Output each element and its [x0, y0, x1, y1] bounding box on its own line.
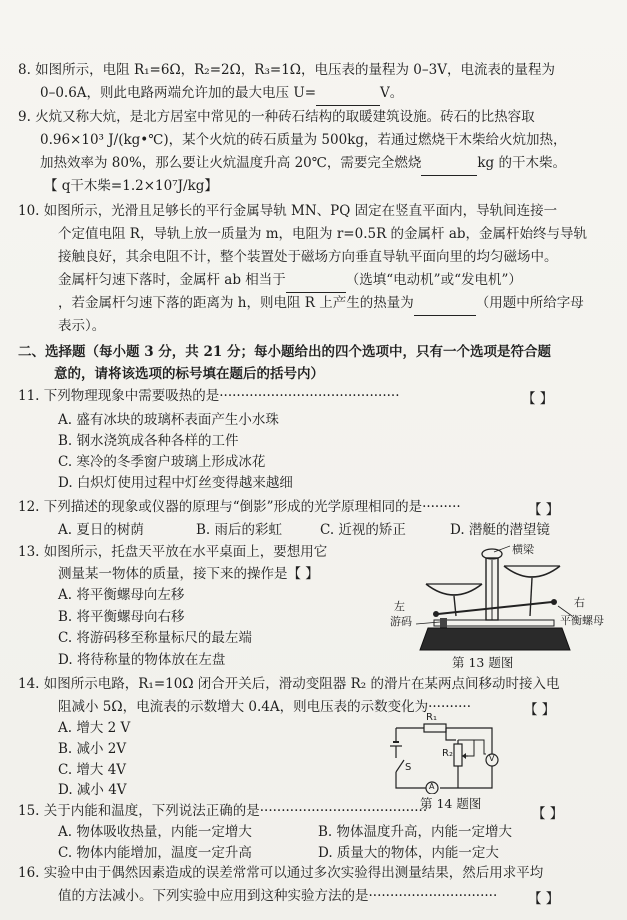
circuit-s-label: S [405, 762, 412, 773]
q8-answer-blank[interactable] [316, 82, 380, 106]
q11-option-b[interactable]: B. 钢水浇筑成各种各样的工件 [58, 433, 239, 449]
q11-option-a[interactable]: A. 盛有冰块的玻璃杯表面产生小水珠 [58, 412, 279, 428]
q9-given-value: 【 q干木柴=1.2×10⁷J/kg】 [44, 178, 218, 194]
q12-option-b[interactable]: B. 雨后的彩虹 [196, 522, 283, 538]
q10-blank1[interactable] [286, 269, 346, 293]
q10-line5-text: ，若金属杆匀速下落的距离为 h，则电阻 R 上产生的热量为 [58, 295, 414, 311]
q11-stem: 11. 下列物理现象中需要吸热的是·········································· [18, 388, 400, 404]
q10-line5-tail: （用题中所给字母 [475, 295, 584, 311]
q9-line1: 9. 火炕又称大炕，是北方居室中常见的一种砖石结构的取暖建筑设施。砖石的比热容取 [18, 109, 535, 125]
circuit-ammeter-label: A [429, 782, 435, 791]
q13-option-c[interactable]: C. 将游码移至称量标尺的最左端 [58, 630, 252, 646]
circuit-r1-label: R₁ [426, 712, 437, 723]
q14-option-d[interactable]: D. 减小 4V [58, 782, 127, 798]
q15-option-b[interactable]: B. 物体温度升高，内能一定增大 [318, 824, 513, 840]
q14-answer-bracket[interactable]: 【 】 [524, 702, 556, 718]
q14-option-c[interactable]: C. 增大 4V [58, 762, 127, 778]
q10-line3: 接触良好，其余电阻不计，整个装置处于磁场方向垂直导轨平面向里的均匀磁场中。 [58, 249, 558, 265]
q12-stem: 12. 下列描述的现象或仪器的原理与“倒影”形成的光学原理相同的是········· [18, 499, 461, 515]
q12-option-c[interactable]: C. 近视的矫正 [320, 522, 406, 538]
q10-line5 [58, 292, 584, 316]
q11-option-c[interactable]: C. 寒冷的冬季窗户玻璃上形成冰花 [58, 454, 266, 470]
q8-unit: V。 [380, 85, 404, 101]
q15-stem: 15. 关于内能和温度，下列说法正确的是······································· [18, 803, 428, 819]
q8-line2-text: 0–0.6A，则此电路两端允许加的最大电压 U= [40, 85, 317, 101]
q14-option-a[interactable]: A. 增大 2 V [58, 720, 131, 736]
q16-line2: 值的方法减小。下列实验中应用到这种实验方法的是······························ [58, 888, 498, 904]
q12-option-a[interactable]: A. 夏日的树荫 [58, 522, 144, 538]
q14-line1: 14. 如图所示电路，R₁=10Ω 闭合开关后，滑动变阻器 R₂ 的滑片在某两点间移动时接入电 [18, 676, 560, 692]
q9-line3 [40, 152, 566, 176]
balance-beam-label: 横梁 [512, 543, 534, 556]
q8-line1: 8. 如图所示，电阻 R₁=6Ω，R₂=2Ω，R₃=1Ω，电压表的量程为 0–3V，电流表的量程为 [18, 62, 555, 78]
q9-line3-text: 加热效率为 80%，那么要让火炕温度升高 20℃，需要完全燃烧 [40, 155, 422, 171]
section2-heading-line1: 二、选择题（每小题 3 分，共 21 分；每小题给出的四个选项中，只有一个选项是符合题 [18, 344, 551, 360]
balance-figure [376, 536, 606, 654]
q13-line1: 13. 如图所示，托盘天平放在水平桌面上，要想用它 [18, 544, 328, 560]
q8-line2 [40, 82, 403, 106]
balance-right-label: 右 [574, 596, 585, 609]
q10-line6: 表示）。 [58, 318, 106, 334]
q9-line2: 0.96×10³ J/(kg•℃)，某个火炕的砖石质量为 500kg，若通过燃烧干木柴给火炕加热， [40, 132, 567, 148]
q11-option-d[interactable]: D. 白炽灯使用过程中灯丝变得越来越细 [58, 475, 293, 491]
q12-answer-bracket[interactable]: 【 】 [528, 502, 560, 518]
q9-unit: kg 的干木柴。 [477, 155, 566, 171]
q10-line1: 10. 如图所示，光滑且足够长的平行金属导轨 MN、PQ 固定在竖直平面内，导轨间连接一 [18, 203, 558, 219]
balance-rider-label: 游码 [390, 615, 412, 628]
circuit-r2-label: R₂ [442, 748, 453, 759]
q10-blank2[interactable] [414, 292, 476, 316]
q10-line4-tail: （选填“电动机”或“发电机”） [345, 272, 522, 288]
q13-option-b[interactable]: B. 将平衡螺母向右移 [58, 609, 185, 625]
q14-line2: 阻减小 5Ω，电流表的示数增大 0.4A，则电压表的示数变化为·········· [58, 699, 471, 715]
balance-nut-label: 平衡螺母 [560, 614, 604, 627]
q15-option-a[interactable]: A. 物体吸收热量，内能一定增大 [58, 824, 252, 840]
q10-line2: 个定值电阻 R，导轨上放一质量为 m，电阻为 r=0.5R 的金属杆 ab，金属杆始终与导轨 [58, 226, 588, 242]
q10-line4 [58, 269, 522, 293]
figure13-caption: 第 13 题图 [452, 655, 514, 670]
section2-heading-line2: 意的，请将该选项的标号填在题后的括号内） [54, 366, 324, 382]
q13-option-d[interactable]: D. 将待称量的物体放在左盘 [58, 652, 226, 668]
q13-option-a[interactable]: A. 将平衡螺母向左移 [58, 587, 185, 603]
q15-option-d[interactable]: D. 质量大的物体，内能一定大 [318, 845, 499, 861]
q15-answer-bracket[interactable]: 【 】 [532, 806, 564, 822]
balance-left-label: 左 [394, 600, 405, 613]
q9-answer-blank[interactable] [421, 152, 477, 176]
q14-option-b[interactable]: B. 减小 2V [58, 741, 127, 757]
circuit-voltmeter-label: V [489, 754, 495, 763]
q16-answer-bracket[interactable]: 【 】 [528, 891, 560, 907]
q16-line1: 16. 实验中由于偶然因素造成的误差常常可以通过多次实验得出测量结果，然后用求平均 [18, 865, 544, 881]
q11-answer-bracket[interactable]: 【 】 [522, 391, 554, 407]
q15-option-c[interactable]: C. 物体内能增加，温度一定升高 [58, 845, 252, 861]
figure14-caption: 第 14 题图 [420, 796, 482, 811]
q10-line4-text: 金属杆匀速下落时，金属杆 ab 相当于 [58, 272, 286, 288]
q12-option-d[interactable]: D. 潜艇的潜望镜 [450, 522, 550, 538]
q13-line2: 测量某一物体的质量，接下来的操作是【 】 [58, 566, 319, 582]
